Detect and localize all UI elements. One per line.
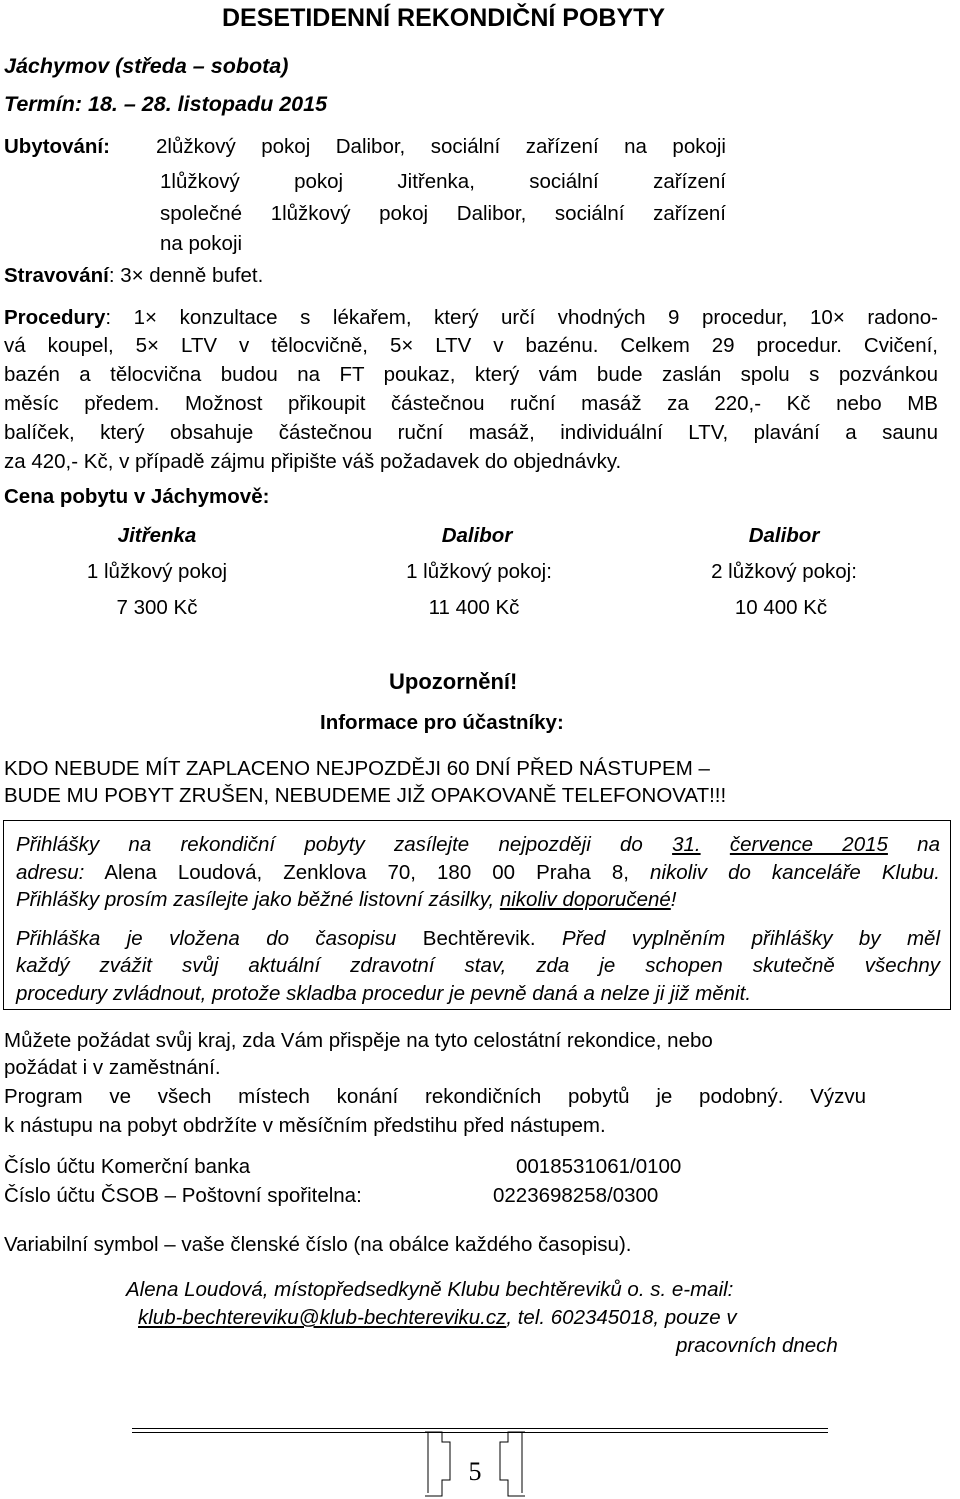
price-col-name: Dalibor	[441, 524, 513, 547]
warning-title: Upozornění!	[389, 669, 518, 694]
info-line: Program ve všech místech konání rekondičních pobytů je podobný. Výzvu	[4, 1085, 866, 1108]
notice-line: adresu: Alena Loudová, Zenklova 70, 180 00 Praha 8, nikoliv do kanceláře Klubu.	[16, 861, 940, 884]
accommodation-line: společné 1lůžkový pokoj Dalibor, sociální zařízení	[160, 202, 726, 225]
price-col-room: 1 lůžkový pokoj	[86, 560, 228, 583]
account-number: 0018531061/0100	[516, 1155, 682, 1178]
variable-symbol: Variabilní symbol – vaše členské číslo (na obálce každého časopisu).	[4, 1233, 632, 1256]
price-col-room: 1 lůžkový pokoj:	[406, 560, 552, 583]
price-col-value: 11 400 Kč	[428, 596, 520, 619]
account-label: Číslo účtu Komerční banka	[4, 1155, 251, 1178]
signature-line: pracovních dnech	[676, 1334, 838, 1357]
notice-line: Přihlášky na rekondiční pobyty zasílejte nejpozději do 31. července 2015 na	[16, 833, 940, 856]
document-title: DESETIDENNÍ REKONDIČNÍ POBYTY	[222, 4, 666, 32]
accommodation-line: na pokoji	[160, 232, 243, 255]
price-col-name: Dalibor	[748, 524, 820, 547]
info-line: k nástupu na pobyt obdržíte v měsíčním předstihu před nástupem.	[4, 1114, 606, 1137]
page-rule	[132, 1428, 828, 1429]
accommodation-line: 1lůžkový pokoj Jitřenka, sociální zařízení	[160, 170, 726, 193]
account-number: 0223698258/0300	[493, 1184, 659, 1207]
accommodation-label: Ubytování:	[4, 135, 110, 158]
price-heading: Cena pobytu v Jáchymově:	[4, 485, 270, 508]
procedures-line: bazén a tělocvična budou na FT poukaz, který vám bude zaslán spolu s pozvánkou	[4, 363, 938, 386]
deadline-day: 31.	[672, 833, 701, 856]
procedures-line: Procedury: 1× konzultace s lékařem, který určí vhodných 9 procedur, 10× radono-	[4, 306, 938, 329]
info-line: Můžete požádat svůj kraj, zda Vám přispěje na tyto celostátní rekondice, nebo	[4, 1029, 713, 1052]
procedures-line: měsíc předem. Možnost přikoupit částečnou ruční masáž za 220,- Kč nebo MB	[4, 392, 938, 415]
term-date: Termín: 18. – 28. listopadu 2015	[4, 92, 328, 116]
deadline-month: července 2015	[729, 833, 888, 856]
email-link[interactable]: klub-bechtereviku@klub-bechtereviku.cz	[138, 1306, 507, 1329]
warning-line: BUDE MU POBYT ZRUŠEN, NEBUDEME JIŽ OPAKOVANĚ TELEFONOVAT!!!	[4, 784, 727, 807]
meals-label: Stravování	[4, 264, 109, 287]
notice-line: každý zvážit svůj aktuální zdravotní stav, zda je schopen skutečně všechny	[16, 954, 940, 977]
info-line: požádat i v zaměstnání.	[4, 1056, 221, 1079]
meals	[4, 262, 263, 290]
price-col-value: 7 300 Kč	[116, 596, 198, 619]
magazine-name: Bechtěrevik.	[422, 927, 536, 950]
accommodation-line: 2lůžkový pokoj Dalibor, sociální zařízení na pokoji	[156, 135, 726, 158]
price-col-value: 10 400 Kč	[734, 596, 828, 619]
account-label: Číslo účtu ČSOB – Poštovní spořitelna:	[4, 1184, 362, 1207]
warning-subtitle: Informace pro účastníky:	[320, 711, 564, 734]
warning-line: KDO NEBUDE MÍT ZAPLACENO NEJPOZDĚJI 60 DNÍ PŘED NÁSTUPEM –	[4, 757, 710, 780]
procedures-label: Procedury	[4, 306, 106, 329]
procedures-line: vá koupel, 5× LTV v tělocvičně, 5× LTV v bazénu. Celkem 29 procedur. Cvičení,	[4, 334, 938, 357]
price-col-room: 2 lůžkový pokoj:	[711, 560, 857, 583]
meals-text: : 3× denně bufet.	[108, 264, 264, 287]
procedures-line: za 420,- Kč, v případě zájmu připište váš požadavek do objednávky.	[4, 450, 622, 473]
notice-line: procedury zvládnout, protože skladba procedur je pevně daná a nelze ji již měnit.	[16, 982, 752, 1005]
signature-line: klub-bechtereviku@klub-bechtereviku.cz, tel. 602345018, pouze v	[138, 1306, 737, 1329]
procedures-line: balíček, který obsahuje částečnou ruční masáž, individuální LTV, plavání a saunu	[4, 421, 938, 444]
not-registered-note: nikoliv doporučené	[499, 888, 671, 911]
location: Jáchymov (středa – sobota)	[4, 54, 289, 78]
notice-line: Přihlášky prosím zasílejte jako běžné listovní zásilky, nikoliv doporučené!	[16, 888, 677, 911]
page-number: 5	[468, 1457, 482, 1486]
price-col-name: Jitřenka	[117, 524, 197, 547]
notice-line: Přihláška je vložena do časopisu Bechtěrevik. Před vyplněním přihlášky by měl	[16, 927, 941, 950]
signature-line: Alena Loudová, místopředsedkyně Klubu bechtěreviků o. s. e-mail:	[126, 1278, 734, 1301]
